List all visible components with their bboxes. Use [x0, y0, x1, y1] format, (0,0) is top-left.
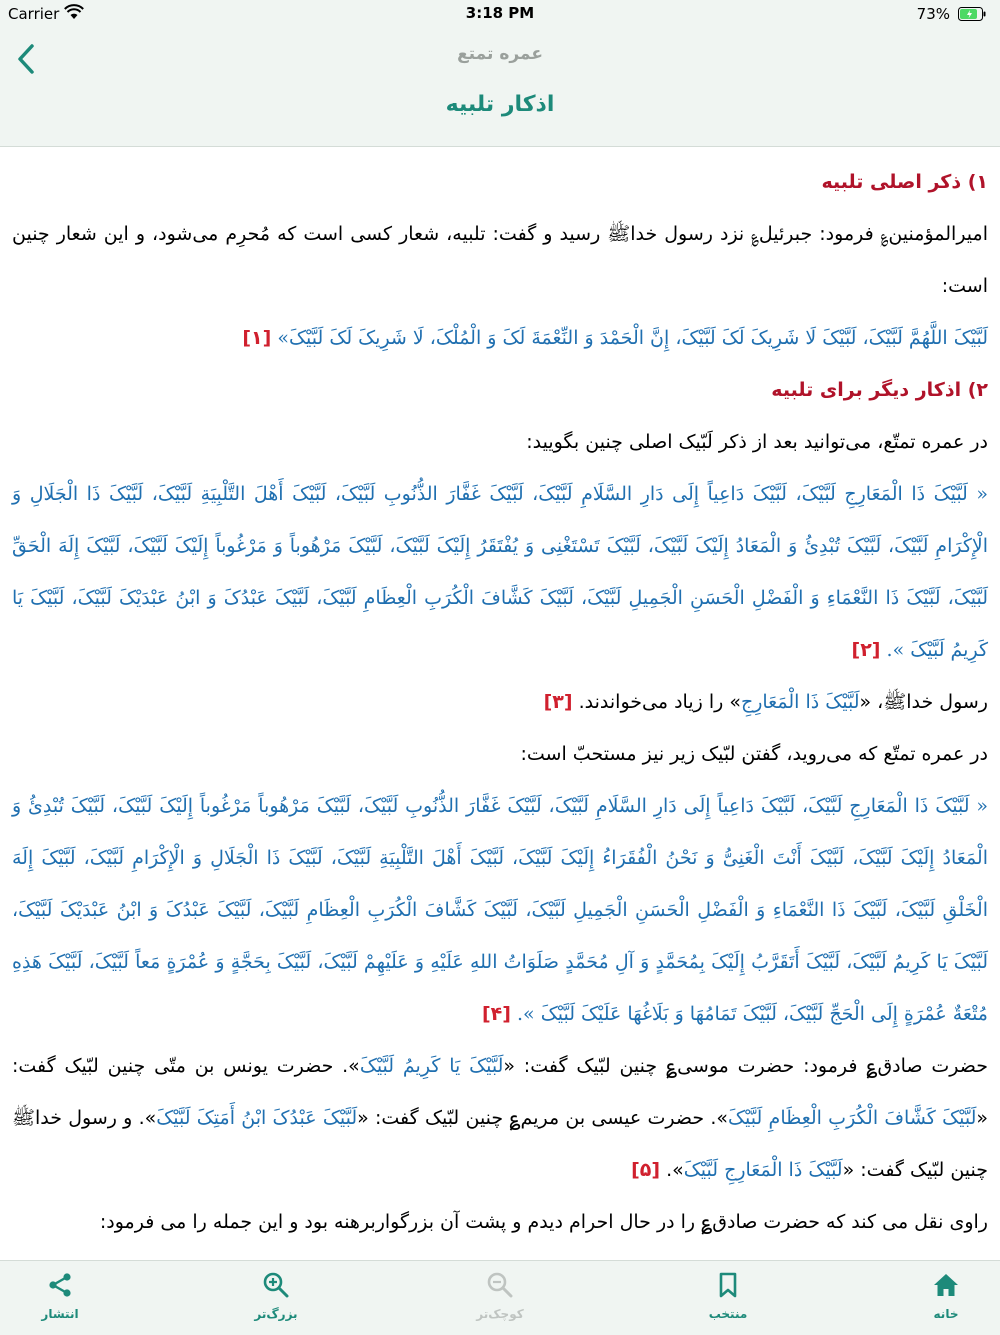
- article-content[interactable]: [0, 146, 1000, 1260]
- arabic-text: لَبَّیْکَ عَبْدُکَ ابْنُ أَمَتِکَ لَبَّیْکَ: [156, 1107, 358, 1129]
- paragraph-prophets-talbiyah: [12, 1040, 988, 1196]
- section-heading-main-talbiyah: ۱) ذکر اصلی تلبیه: [821, 171, 988, 193]
- arabic-text: لَبَّیْکَ کَشَّافَ الْکُرَبِ الْعِظَامِ لَبَّیْکَ: [728, 1107, 977, 1129]
- share-label: انتشار: [41, 1307, 79, 1321]
- arabic-text: « لَبَّیْکَ ذَا الْمَعَارِجِ لَبَّیْکَ، لَبَّیْکَ دَاعِیاً إِلَى دَارِ السَّلَامِ لَبَّیْکَ، لَبَّیْکَ غَفَّارَ الذُّنُوبِ لَبَّیْکَ، لَبَّیْکَ مَرْهُوباً مَرْغُوباً إِلَیْکَ لَبَّیْکَ، لَبَّیْکَ تُبْدِئُ وَ الْمَعَادُ إِلَیْکَ لَبَّیْکَ، لَبَّیْکَ أَنْتَ الْغَنِیُّ وَ نَحْنُ الْفُقَرَاءُ إِلَیْکَ لَبَّیْکَ، لَبَّیْکَ أَهْلَ التَّلْبِیَةِ لَبَّیْکَ، لَبَّیْکَ ذَا الْجَلَالِ وَ الْإِکْرَامِ لَبَّیْکَ، لَبَّیْکَ إِلَهَ الْخَلْقِ لَبَّیْکَ، لَبَّیْکَ ذَا النَّعْمَاءِ وَ الْفَضْلِ الْحَسَنِ الْجَمِیلِ لَبَّیْکَ، لَبَّیْکَ کَشَّافَ الْکُرَبِ الْعِظَامِ لَبَّیْکَ، لَبَّیْکَ عَبْدُکَ وَ ابْنُ عَبْدَیْکَ لَبَّیْکَ، لَبَّیْکَ یَا کَرِیمُ لَبَّیْکَ، لَبَّیْکَ أَتَقَرَّبُ إِلَیْکَ بِمُحَمَّدٍ وَ آلِ مُحَمَّدٍ صَلَوَاتُ اللهِ عَلَیْهِ وَ عَلَیْهِمْ لَبَّیْکَ، لَبَّیْکَ بِحَجَّةٍ وَ عُمْرَةٍ مَعاً لَبَّیْکَ، لَبَّیْکَ هَذِهِ مُتْعَةٌ عُمْرَةٍ إِلَى الْحَجِّ لَبَّیْکَ، لَبَّیْکَ تَمَامُهَا وَ بَلَاغُهَا عَلَیْکَ لَبَّیْکَ ».: [12, 795, 988, 1025]
- clock: 3:18 PM: [465, 4, 535, 22]
- paragraph-narrator: راوی نقل می کند که حضرت صادق؏ را در حال احرام دیدم و پشت آن بزرگواربرهنه بود و این جمله را می فرمود:: [99, 1211, 988, 1233]
- text-fragment: ». حضرت عیسی بن مریم؏ چنین لبّیک گفت: «: [357, 1107, 729, 1129]
- paragraph-prophet: [12, 676, 988, 728]
- arabic-text: لَبَّیْکَ یَا کَرِیمُ لَبَّیْکَ: [359, 1055, 504, 1077]
- zoom-in-button[interactable]: [216, 1261, 336, 1335]
- status-bar: [0, 0, 1000, 28]
- share-icon: [46, 1271, 74, 1299]
- page-title: اذکار تلبیه: [445, 92, 555, 117]
- reference-link[interactable]: [۱]: [242, 327, 272, 349]
- arabic-text: « لَبَّیْکَ ذَا الْمَعَارِجِ لَبَّیْکَ، لَبَّیْکَ دَاعِیاً إِلَى دَارِ السَّلَامِ لَبَّیْکَ، لَبَّیْکَ غَفَّارَ الذُّنُوبِ لَبَّیْکَ، لَبَّیْکَ أَهْلَ التَّلْبِیَةِ لَبَّیْکَ، لَبَّیْکَ ذَا الْجَلَالِ وَ الْإِکْرَامِ لَبَّیْکَ، لَبَّیْکَ تُبْدِئُ وَ الْمَعَادُ إِلَیْکَ لَبَّیْکَ، لَبَّیْکَ تَسْتَغْنِی وَ یُفْتَقَرُ إِلَیْکَ لَبَّیْکَ، لَبَّیْکَ مَرْهُوباً وَ مَرْغُوباً إِلَیْکَ لَبَّیْکَ، لَبَّیْکَ إِلَهَ الْحَقِّ لَبَّیْکَ، لَبَّیْکَ ذَا النَّعْمَاءِ وَ الْفَضْلِ الْحَسَنِ الْجَمِیلِ لَبَّیْکَ، لَبَّیْکَ کَشَّافَ الْکُرَبِ الْعِظَامِ لَبَّیْکَ، لَبَّیْکَ عَبْدُکَ وَ ابْنُ عَبْدَیْکَ لَبَّیْکَ، لَبَّیْکَ یَا کَرِیمُ لَبَّیْکَ ».: [12, 483, 988, 661]
- reference-link[interactable]: [۳]: [543, 691, 573, 713]
- carrier-label: Carrier: [8, 5, 60, 23]
- paragraph-intro: امیرالمؤمنین؏ فرمود: جبرئیل؏ نزد رسول خداﷺ رسید و گفت: تلبیه، شعار کسی است که مُحرِم می‌شود، و این شعار چنین است:: [12, 223, 988, 297]
- paragraph-umrah-intro: در عمره تمتّع، می‌توانید بعد از ذکر لَبّیک اصلی چنین بگویید:: [526, 431, 988, 453]
- paragraph-main-talbiyah: [12, 312, 988, 364]
- home-button[interactable]: [886, 1261, 1000, 1335]
- reference-link[interactable]: [۴]: [481, 1003, 511, 1025]
- home-label: خانه: [933, 1307, 959, 1321]
- battery-icon: [958, 7, 986, 21]
- home-icon: [932, 1271, 960, 1299]
- reference-link[interactable]: [۵]: [631, 1159, 661, 1181]
- bookmark-icon: [714, 1271, 742, 1299]
- text-fragment: رسول خداﷺ، «: [859, 691, 988, 713]
- zoom-in-label: بزرگ‌تر: [254, 1307, 298, 1321]
- article-body: [0, 146, 1000, 1248]
- paragraph-arabic-recommended: [12, 780, 988, 1040]
- section-heading-other-talbiyah: ۲) اذکار دیگر برای تلبیه: [771, 379, 988, 401]
- navigation-header: [0, 28, 1000, 147]
- bookmark-label: منتخب: [708, 1307, 748, 1321]
- arabic-text: لَبَّیْکَ ذَا الْمَعَارِجِ لَبَّیْکَ: [683, 1159, 843, 1181]
- bottom-toolbar: [0, 1260, 1000, 1335]
- zoom-in-icon: [262, 1271, 290, 1299]
- battery-percentage: 73%: [916, 5, 950, 23]
- text-fragment: ». حضرت یونس بن متّی چنین لبّیک گفت: «: [12, 1055, 988, 1129]
- text-fragment: » را زیاد می‌خواندند.: [578, 691, 741, 713]
- bookmark-button[interactable]: [668, 1261, 788, 1335]
- zoom-out-label: کوچک‌تر: [476, 1307, 524, 1321]
- share-button[interactable]: [0, 1261, 120, 1335]
- paragraph-recommended: در عمره تمتّع که می‌روید، گفتن لبّیک زیر نیز مستحبّ است:: [520, 743, 988, 765]
- arabic-text: لَبَّیْکَ اللَّهُمَّ لَبَّیْکَ، لَبَّیْکَ لَا شَرِیکَ لَکَ لَبَّیْکَ، إِنَّ الْحَمْدَ وَ النِّعْمَةَ لَکَ وَ الْمُلْکَ، لَا شَرِیکَ لَکَ لَبَّیْکَ»: [277, 327, 988, 349]
- zoom-out-button[interactable]: [440, 1261, 560, 1335]
- paragraph-arabic-long: [12, 468, 988, 676]
- reference-link[interactable]: [۲]: [851, 639, 881, 661]
- text-fragment: ». و رسول خداﷺ چنین لبّیک گفت: «: [12, 1107, 988, 1181]
- breadcrumb-subtitle: عمره تمتع: [457, 44, 543, 64]
- zoom-out-icon: [486, 1271, 514, 1299]
- text-fragment: ».: [666, 1159, 684, 1181]
- text-fragment: حضرت صادق؏ فرمود: حضرت موسی؏ چنین لبّیک گفت: «: [503, 1055, 988, 1077]
- arabic-text: لَبَّیْکَ ذَا الْمَعَارِجِ: [740, 691, 860, 713]
